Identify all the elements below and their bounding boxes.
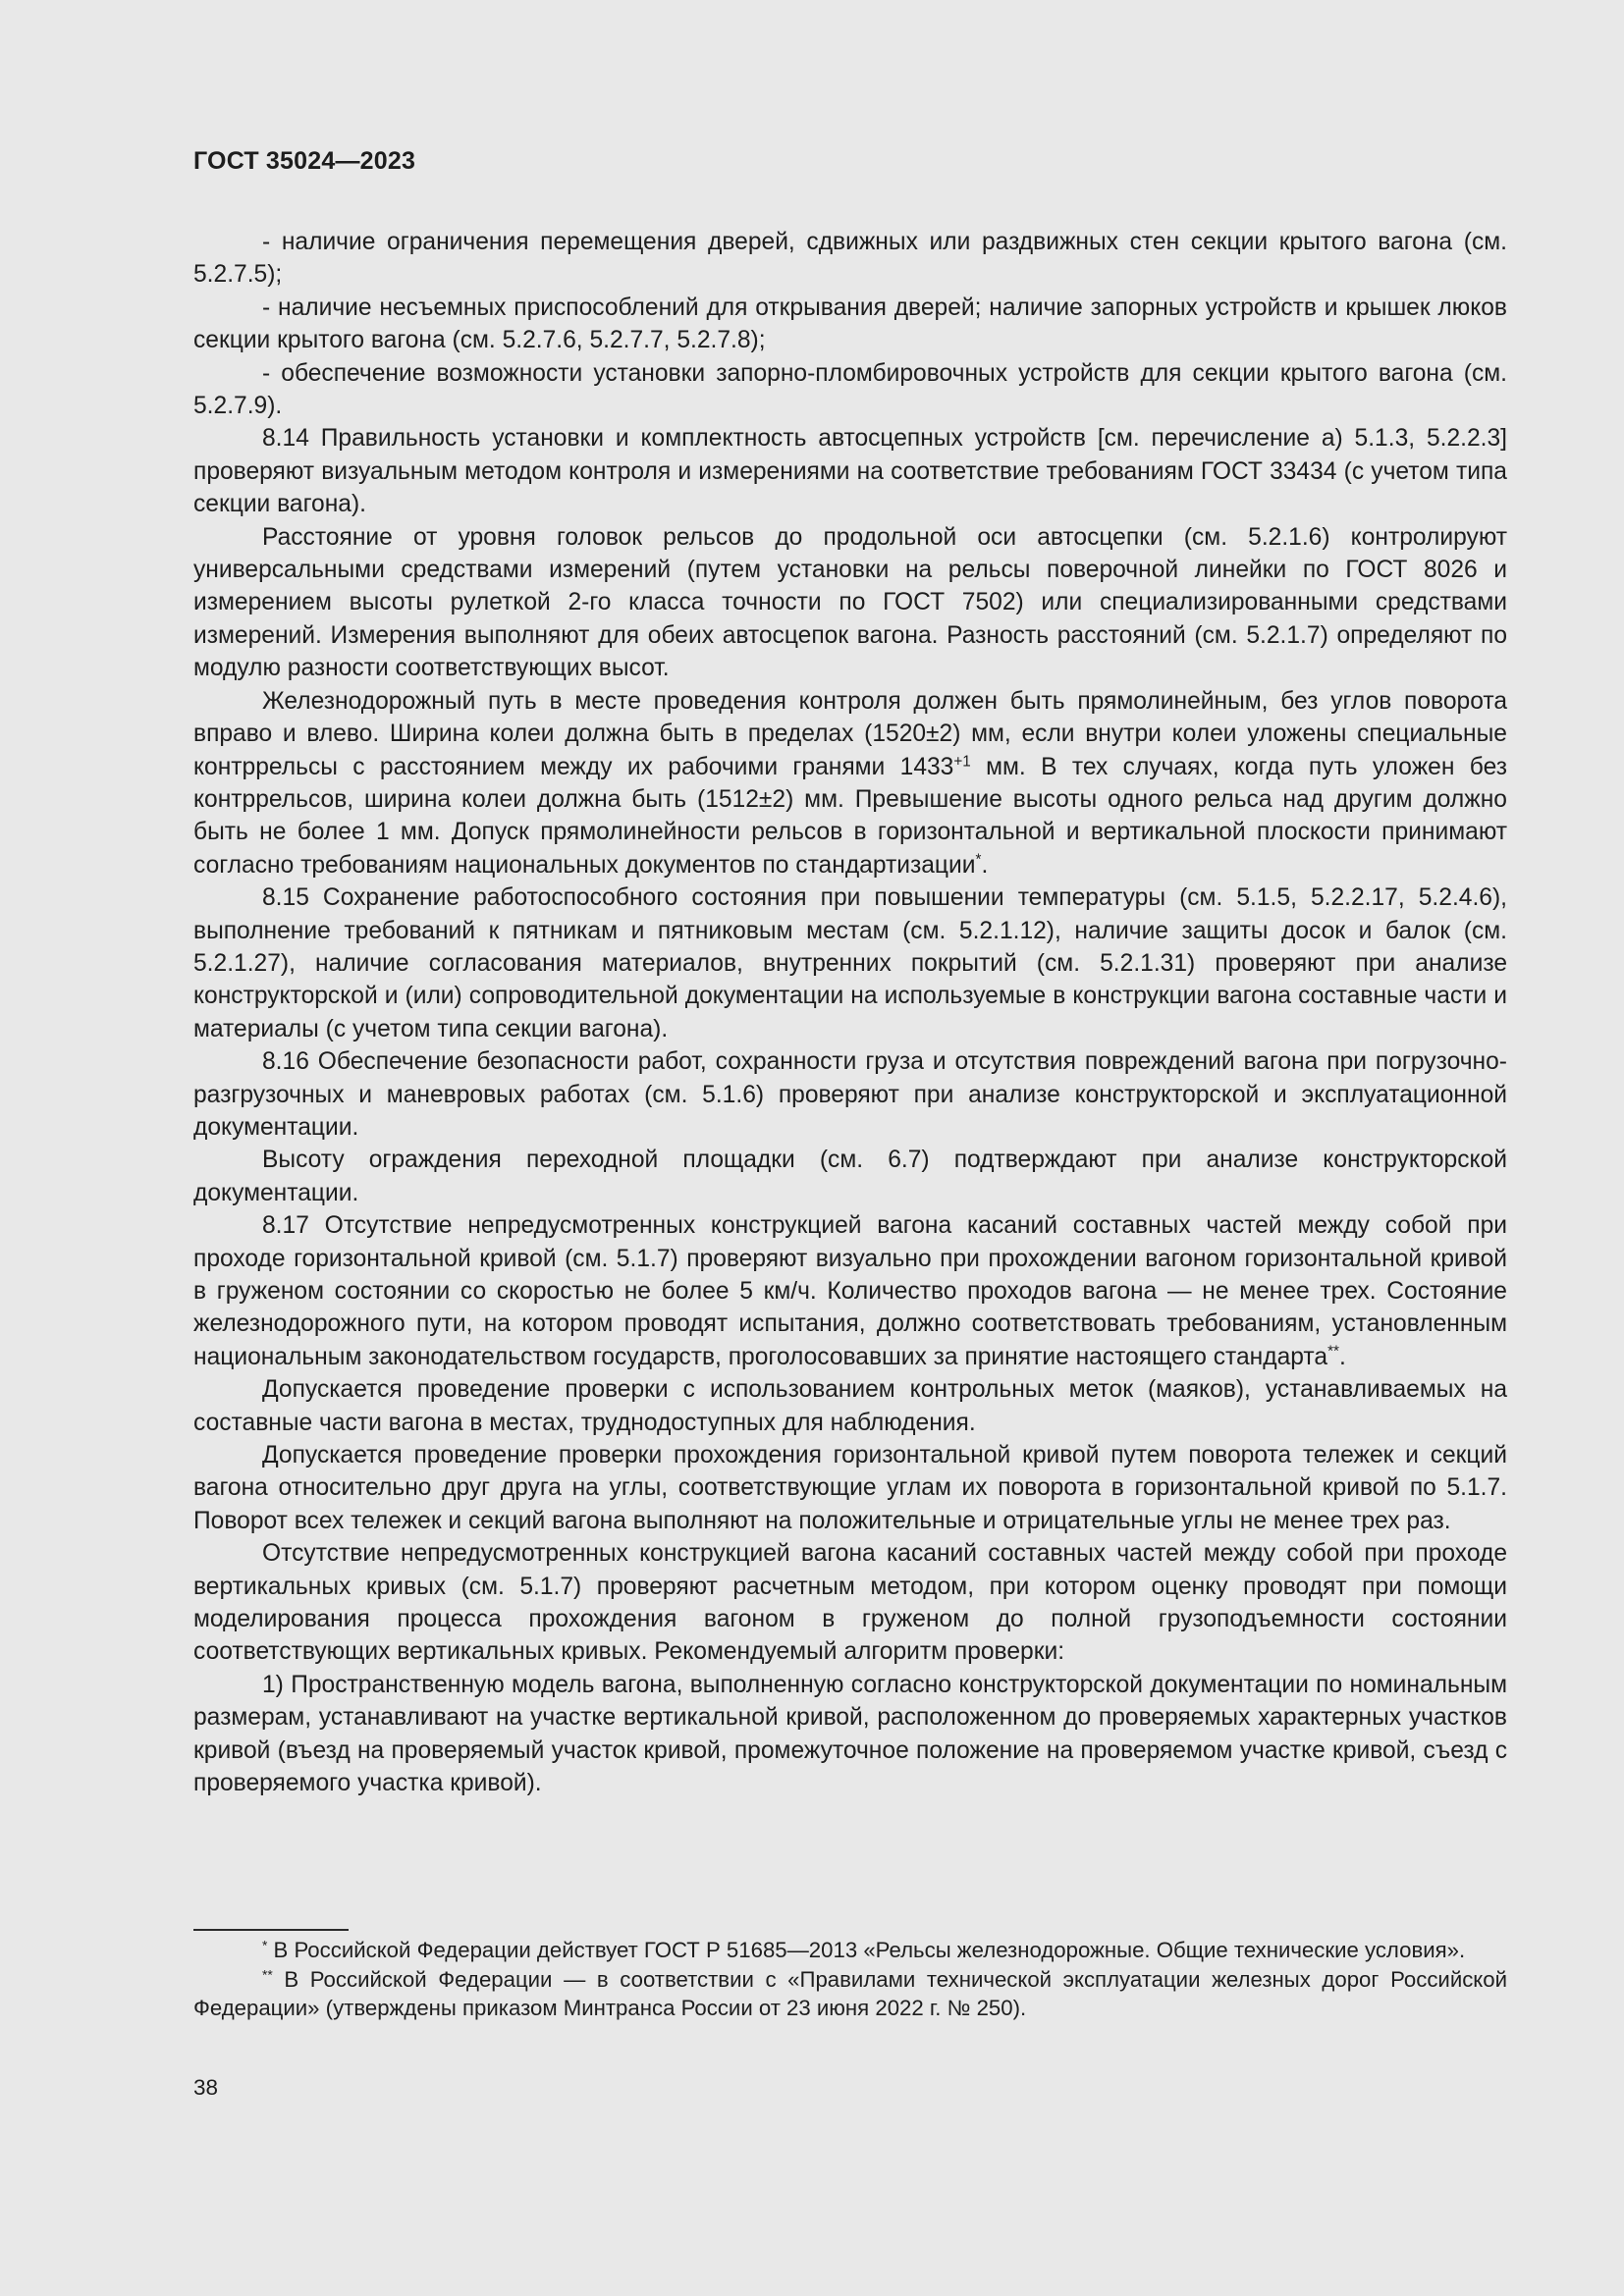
paragraph [193,685,1507,881]
document-header: ГОСТ 35024—2023 [193,147,416,175]
paragraph: - наличие несъемных приспособлений для открывания дверей; наличие запорных устройств и крышек люков секции крытого вагона (см. 5.2.7.6, 5.2.7.7, 5.2.7.8); [193,294,1507,354]
footnote [193,1965,1507,2023]
footnote-divider [193,1929,349,1931]
paragraph: Расстояние от уровня головок рельсов до продольной оси автосцепки (см. 5.2.1.6) контролируют универсальными средствами измерений (путем установки на рельсы поверочной линейки по ГОСТ 8026 и измерением высоты рулеткой 2-го класса точности по ГОСТ 7502) или специализированными средствами измерений. Измерения выполняют для обеих автосцепок вагона. Разность расстояний (см. 5.2.1.7) определяют по модулю разности соответствующих высот. [193,523,1507,682]
paragraph-text: . [981,851,989,879]
paragraph [193,1209,1507,1373]
footnote [193,1936,1507,1965]
footnote-mark: * [262,1938,268,1953]
paragraph-text: 8.17 Отсутствие непредусмотренных конструкцией вагона касаний составных частей между собой при проходе горизонтальной кривой (см. 5.1.7) проверяют визуально при прохождении вагоном горизонтальной кривой в груженом состоянии со скоростью не более 5 км/ч. Количество проходов вагона — не менее трех. Состояние железнодорожного пути, на котором проводят испытания, должно соответствовать требованиям, установленным национальным законодательством государств, проголосовавших за принятие настоящего стандарта [193,1212,1507,1370]
paragraph: 8.15 Сохранение работоспособного состояния при повышении температуры (см. 5.1.5, 5.2.2.17, 5.2.4.6), выполнение требований к пятникам и пятниковым местам (см. 5.2.1.12), наличие защиты досок и балок (см. 5.2.1.27), наличие согласования материалов, внутренних покрытий (см. 5.2.1.31) проверяют при анализе конструкторской и (или) сопроводительной документации на используемые в конструкции вагона составные части и материалы (с учетом типа секции вагона). [193,884,1507,1042]
paragraph: 8.16 Обеспечение безопасности работ, сохранности груза и отсутствия повреждений вагона при погрузочно-разгрузочных и маневровых работах (см. 5.1.6) проверяют при анализе конструкторской и эксплуатационной документации. [193,1048,1507,1141]
paragraph: Допускается проведение проверки с использованием контрольных меток (маяков), устанавливаемых на составные части вагона в местах, труднодоступных для наблюдения. [193,1376,1507,1436]
body-text [193,226,1507,1800]
paragraph-text: Железнодорожный путь в месте проведения контроля должен быть прямолинейным, без углов поворота вправо и влево. Ширина колеи должна быть в пределах (1520±2) мм, если внутри колеи уложены специальные контррельсы с расстоянием между их рабочими гранями 1433 [193,687,1507,780]
paragraph: 8.14 Правильность установки и комплектность автосцепных устройств [см. перечисление а) 5.1.3, 5.2.2.3] проверяют визуальным методом контроля и измерениями на соответствие требованиям ГОСТ 33434 (с учетом типа секции вагона). [193,425,1507,518]
paragraph: Допускается проведение проверки прохождения горизонтальной кривой путем поворота тележек и секций вагона относительно друг друга на углы, соответствующие углам их поворота в горизонтальной кривой по 5.1.7. Поворот всех тележек и секций вагона выполняют на положительные и отрицательные углы не менее трех раз. [193,1442,1507,1534]
paragraph: Отсутствие непредусмотренных конструкцией вагона касаний составных частей между собой при проходе вертикальных кривых (см. 5.1.7) проверяют расчетным методом, при котором оценку проводят при помощи моделирования процесса прохождения вагоном в груженом до полной грузоподъемности состоянии соответствующих вертикальных кривых. Рекомендуемый алгоритм проверки: [193,1540,1507,1666]
footnotes [193,1936,1507,2023]
footnote-text: В Российской Федерации — в соответствии с «Правилами технической эксплуатации железных дорог Российской Федерации» (утверждены приказом Минтранса России от 23 июня 2022 г. № 250). [193,1966,1507,2020]
footnote-ref: * [975,851,982,869]
superscript: +1 [953,753,971,771]
page-number: 38 [193,2075,219,2100]
paragraph: Высоту ограждения переходной площадки (см. 6.7) подтверждают при анализе конструкторской документации. [193,1147,1507,1206]
paragraph: 1) Пространственную модель вагона, выполненную согласно конструкторской документации по номинальным размерам, устанавливают на участке вертикальной кривой, расположенном до проверяемых характерных участков кривой (въезд на проверяемый участок кривой, промежуточное положение на проверяемом участке кривой, съезд с проверяемого участка кривой). [193,1671,1507,1797]
paragraph-text: . [1338,1343,1346,1370]
footnote-ref: ** [1327,1343,1339,1361]
footnote-text: В Российской Федерации действует ГОСТ Р 51685—2013 «Рельсы железнодорожные. Общие технические условия». [267,1938,1466,1962]
paragraph: - наличие ограничения перемещения дверей, сдвижных или раздвижных стен секции крытого вагона (см. 5.2.7.5); [193,229,1507,289]
paragraph: - обеспечение возможности установки запорно-пломбировочных устройств для секции крытого вагона (см. 5.2.7.9). [193,359,1507,420]
paragraph-text: мм. В тех случаях, когда путь уложен без контррельсов, ширина колеи должна быть (1512±2) мм. Превышение высоты одного рельса над другим должно быть не более 1 мм. Допуск прямолинейности рельсов в горизонтальной и вертикальной плоскости принимают согласно требованиям национальных документов по стандартизации [193,753,1507,879]
footnote-mark: ** [262,1966,273,1982]
